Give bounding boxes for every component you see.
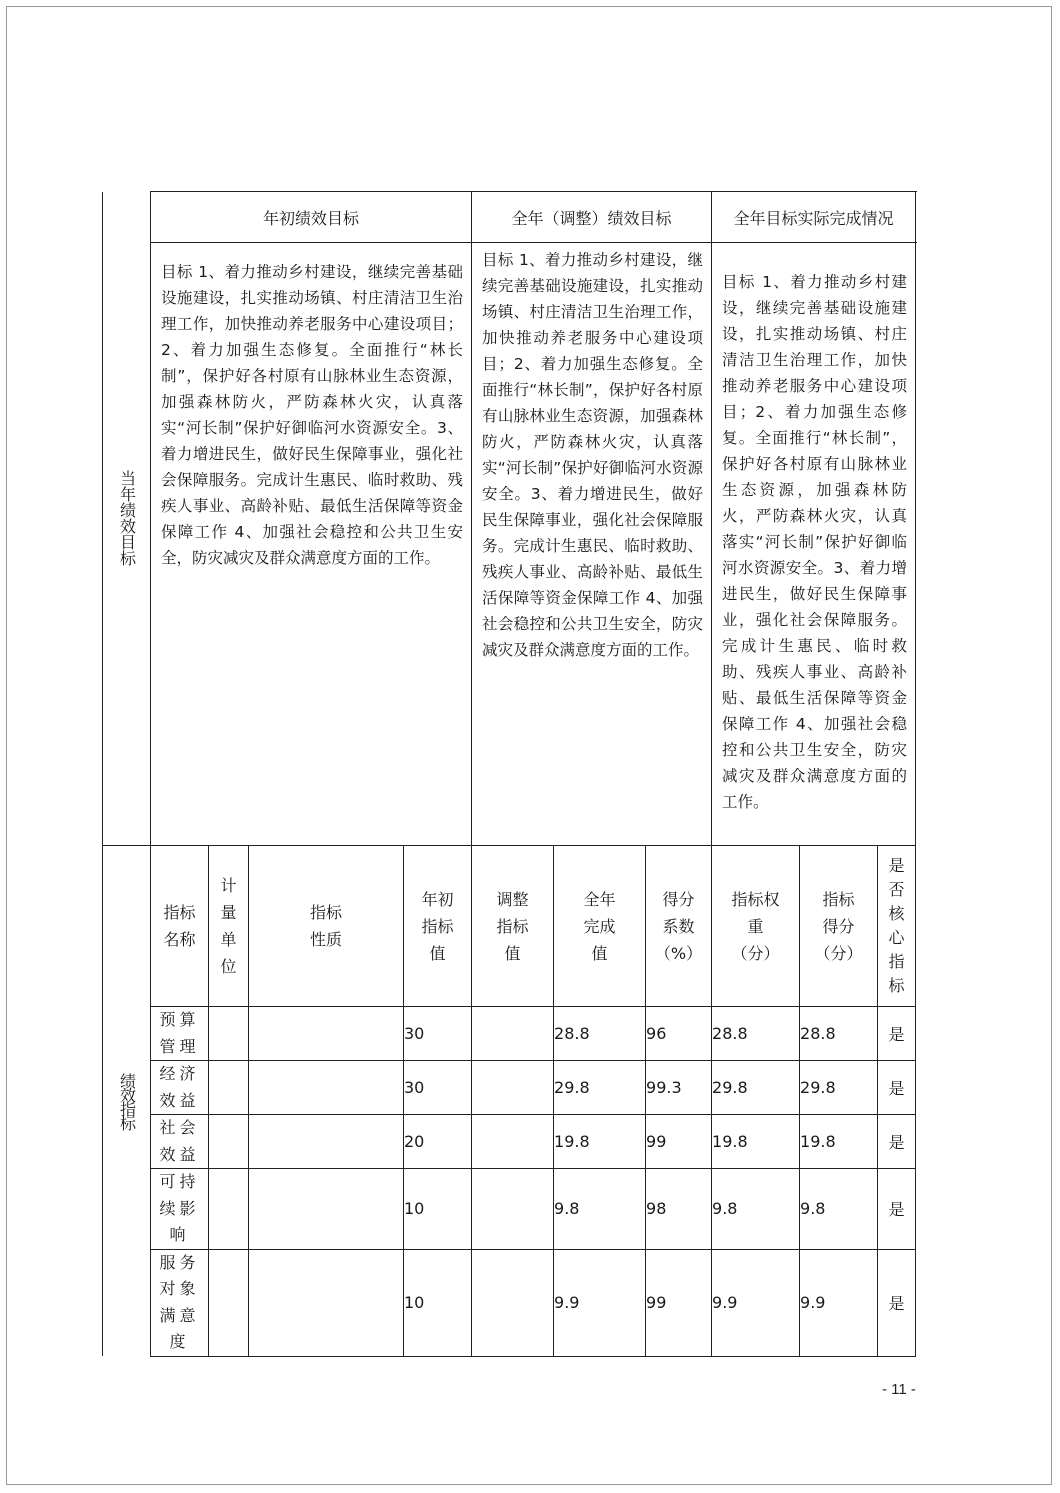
indicator-adjusted [472, 1007, 554, 1061]
col-header-weight [712, 846, 800, 1007]
actual-completion-cell [712, 243, 916, 846]
header-lines [249, 899, 403, 953]
indicator-completed: 29.8 [554, 1061, 646, 1115]
indicator-core: 是 [878, 1007, 916, 1061]
indicator-weight: 29.8 [712, 1061, 800, 1115]
section-label-goals-cell [103, 192, 151, 846]
indicator-coefficient: 99 [646, 1115, 712, 1169]
indicator-coefficient: 99 [646, 1249, 712, 1356]
cell-line: 可持 [159, 1172, 200, 1191]
indicator-completed: 28.8 [554, 1007, 646, 1061]
col-header-completed [554, 846, 646, 1007]
indicator-initial: 10 [404, 1169, 472, 1250]
indicator-score: 9.9 [800, 1249, 878, 1356]
col-header-coefficient [646, 846, 712, 1007]
indicator-initial: 20 [404, 1115, 472, 1169]
header-lines [472, 886, 553, 967]
indicator-core: 是 [878, 1249, 916, 1356]
indicator-nature [249, 1115, 404, 1169]
indicator-score: 9.8 [800, 1169, 878, 1250]
col-header-core [878, 846, 916, 1007]
indicator-name [151, 1007, 209, 1061]
table-row [103, 1007, 916, 1061]
col-header-name [151, 846, 209, 1007]
cell-line: 计 [220, 876, 237, 895]
indicator-adjusted [472, 1115, 554, 1169]
initial-goal-text: 目标 1、着力推动乡村建设，继续完善基础设施建设，扎实推动场镇、村庄清洁卫生治理工作，加快推动养老服务中心建设项目；2、着力加强生态修复。全面推行“林长制”，保护好各村原有山脉林业生态资源，加强森林防火，严防森林火灾，认真落实“河长制”保护好御临河水资源安全。3、着力增进民生，做好民生保障事业，强化社会保障服务。完成计生惠民、临时救助、残疾人事业、高龄补贴、最低生活保障等资金保障工作 4、加强社会稳控和公共卫生安全，防灾减灾及群众满意度方面的工作。 [161, 263, 464, 567]
header-adjusted-goal: 全年（调整）绩效目标 [472, 192, 712, 243]
cell-line: 值 [429, 943, 446, 963]
header-lines [800, 886, 877, 967]
table-row [103, 1169, 916, 1250]
col-header-initial [404, 846, 472, 1007]
cell-line: （分） [814, 943, 863, 963]
indicator-nature [249, 1169, 404, 1250]
cell-line: 完成 [583, 916, 616, 936]
cell-line: 心 [888, 928, 905, 947]
adjusted-goal-text: 目标 1、着力推动乡村建设，继续完善基础设施建设，扎实推动场镇、村庄清洁卫生治理工作，加快推动养老服务中心建设项目；2、着力加强生态修复。全面推行“林长制”，保护好各村原有山脉林业生态资源，加强森林防火，严防森林火灾，认真落实“河长制”保护好御临河水资源安全。3、着力增进民生，做好民生保障事业，强化社会保障服务。完成计生惠民、临时救助、残疾人事业、高龄补贴、最低生活保障等资金保障工作 4、加强社会稳控和公共卫生安全，防灾减灾及群众满意度方面的工作。 [482, 251, 704, 659]
cell-line: 调整 [496, 889, 529, 909]
cell-line: 单 [220, 930, 237, 949]
cell-line: 服务 [159, 1252, 200, 1272]
goal-text-row [103, 243, 916, 846]
indicator-name [151, 1169, 209, 1250]
col-header-nature [249, 846, 404, 1007]
header-actual-completion: 全年目标实际完成情况 [712, 192, 916, 243]
indicator-unit [209, 1115, 249, 1169]
header-lines [151, 899, 208, 953]
indicator-weight: 9.8 [712, 1169, 800, 1250]
col-header-adjusted [472, 846, 554, 1007]
indicator-name [151, 1249, 209, 1356]
indicator-core: 是 [878, 1169, 916, 1250]
goal-header-row [103, 192, 916, 243]
indicator-unit [209, 1169, 249, 1250]
indicator-completed: 19.8 [554, 1115, 646, 1169]
indicator-nature [249, 1249, 404, 1356]
cell-line: 经济 [159, 1064, 200, 1083]
cell-line: 度 [169, 1332, 190, 1351]
header-lines [554, 886, 645, 967]
header-lines [404, 886, 471, 967]
indicator-unit [209, 1061, 249, 1115]
actual-completion-text: 目标 1、着力推动乡村建设，继续完善基础设施建设，扎实推动场镇、村庄清洁卫生治理工作，加快推动养老服务中心建设项目；2、着力加强生态修复。全面推行“林长制”，保护好各村原有山脉林业生态资源，加强森林防火，严防森林火灾，认真落实“河长制”保护好御临河水资源安全。3、着力增进民生，做好民生保障事业，强化社会保障服务。完成计生惠民、临时救助、残疾人事业、高龄补贴、最低生活保障等资金保障工作 4、加强社会稳控和公共卫生安全，防灾减灾及群众满意度方面的工作。 [722, 273, 908, 811]
cell-line: 标 [888, 976, 905, 995]
cell-line: 否 [888, 880, 905, 899]
cell-line: 响 [169, 1225, 190, 1244]
cell-line: 是 [888, 856, 905, 875]
indicator-coefficient: 98 [646, 1169, 712, 1250]
indicator-score: 29.8 [800, 1061, 878, 1115]
cell-line: 名称 [163, 930, 196, 949]
indicator-nature [249, 1061, 404, 1115]
indicator-initial: 30 [404, 1061, 472, 1115]
indicator-coefficient: 99.3 [646, 1061, 712, 1115]
header-lines [878, 854, 915, 998]
cell-line: 效益 [159, 1090, 200, 1110]
cell-line: 位 [220, 957, 237, 976]
indicator-initial: 30 [404, 1007, 472, 1061]
indicator-header-row [103, 846, 916, 1007]
indicator-weight: 9.9 [712, 1249, 800, 1356]
section-label-goals: 当年绩效目标 [117, 470, 137, 567]
indicator-name [151, 1061, 209, 1115]
cell-line: 满意 [159, 1305, 200, 1325]
table-row [103, 1249, 916, 1356]
indicator-score: 19.8 [800, 1115, 878, 1169]
cell-line: 社会 [159, 1118, 200, 1137]
indicator-completed: 9.8 [554, 1169, 646, 1250]
indicator-core: 是 [878, 1061, 916, 1115]
section-label-indicators: 绩效指标 [117, 1073, 137, 1129]
cell-line: 得分 [822, 916, 855, 936]
indicator-unit [209, 1249, 249, 1356]
section-label-indicators-cell [103, 846, 151, 1357]
performance-table [102, 191, 916, 1357]
indicator-core: 是 [878, 1115, 916, 1169]
cell-line: 全年 [583, 889, 616, 909]
cell-line: 值 [591, 943, 608, 963]
indicator-adjusted [472, 1249, 554, 1356]
cell-line: （分） [731, 943, 780, 963]
indicator-weight: 28.8 [712, 1007, 800, 1061]
cell-line: 量 [220, 903, 237, 922]
cell-line: 年初 [421, 889, 454, 909]
cell-line: 对象 [159, 1279, 200, 1298]
cell-line: 值 [504, 943, 521, 963]
cell-line: （%） [654, 943, 703, 963]
indicator-score: 28.8 [800, 1007, 878, 1061]
indicator-completed: 9.9 [554, 1249, 646, 1356]
cell-line: 指标 [163, 903, 196, 922]
cell-line: 管理 [159, 1036, 200, 1056]
header-lines [646, 886, 711, 967]
cell-line: 预算 [159, 1010, 200, 1029]
table-row [103, 1115, 916, 1169]
header-lines [209, 872, 248, 980]
cell-line: 指标 [421, 916, 454, 936]
cell-line: 指标 [822, 889, 855, 909]
adjusted-goal-cell [472, 243, 712, 846]
indicator-coefficient: 96 [646, 1007, 712, 1061]
initial-goal-cell [151, 243, 472, 846]
cell-line: 核 [888, 904, 905, 923]
cell-line: 指标 [309, 903, 342, 922]
cell-line: 重 [747, 916, 764, 936]
cell-line: 得分 [662, 889, 695, 909]
indicator-initial: 10 [404, 1249, 472, 1356]
page-number: - 11 - [882, 1381, 916, 1398]
indicator-weight: 19.8 [712, 1115, 800, 1169]
cell-line: 续影 [159, 1198, 200, 1218]
col-header-score [800, 846, 878, 1007]
indicator-adjusted [472, 1169, 554, 1250]
indicator-unit [209, 1007, 249, 1061]
header-initial-goal: 年初绩效目标 [151, 192, 472, 243]
header-lines [712, 886, 799, 967]
cell-line: 系数 [662, 916, 695, 936]
indicator-nature [249, 1007, 404, 1061]
cell-line: 指标权 [731, 889, 780, 909]
indicator-name [151, 1115, 209, 1169]
cell-line: 指 [888, 952, 905, 971]
col-header-unit [209, 846, 249, 1007]
cell-line: 效益 [159, 1144, 200, 1164]
cell-line: 性质 [309, 930, 342, 949]
table-row [103, 1061, 916, 1115]
cell-line: 指标 [496, 916, 529, 936]
indicator-adjusted [472, 1061, 554, 1115]
